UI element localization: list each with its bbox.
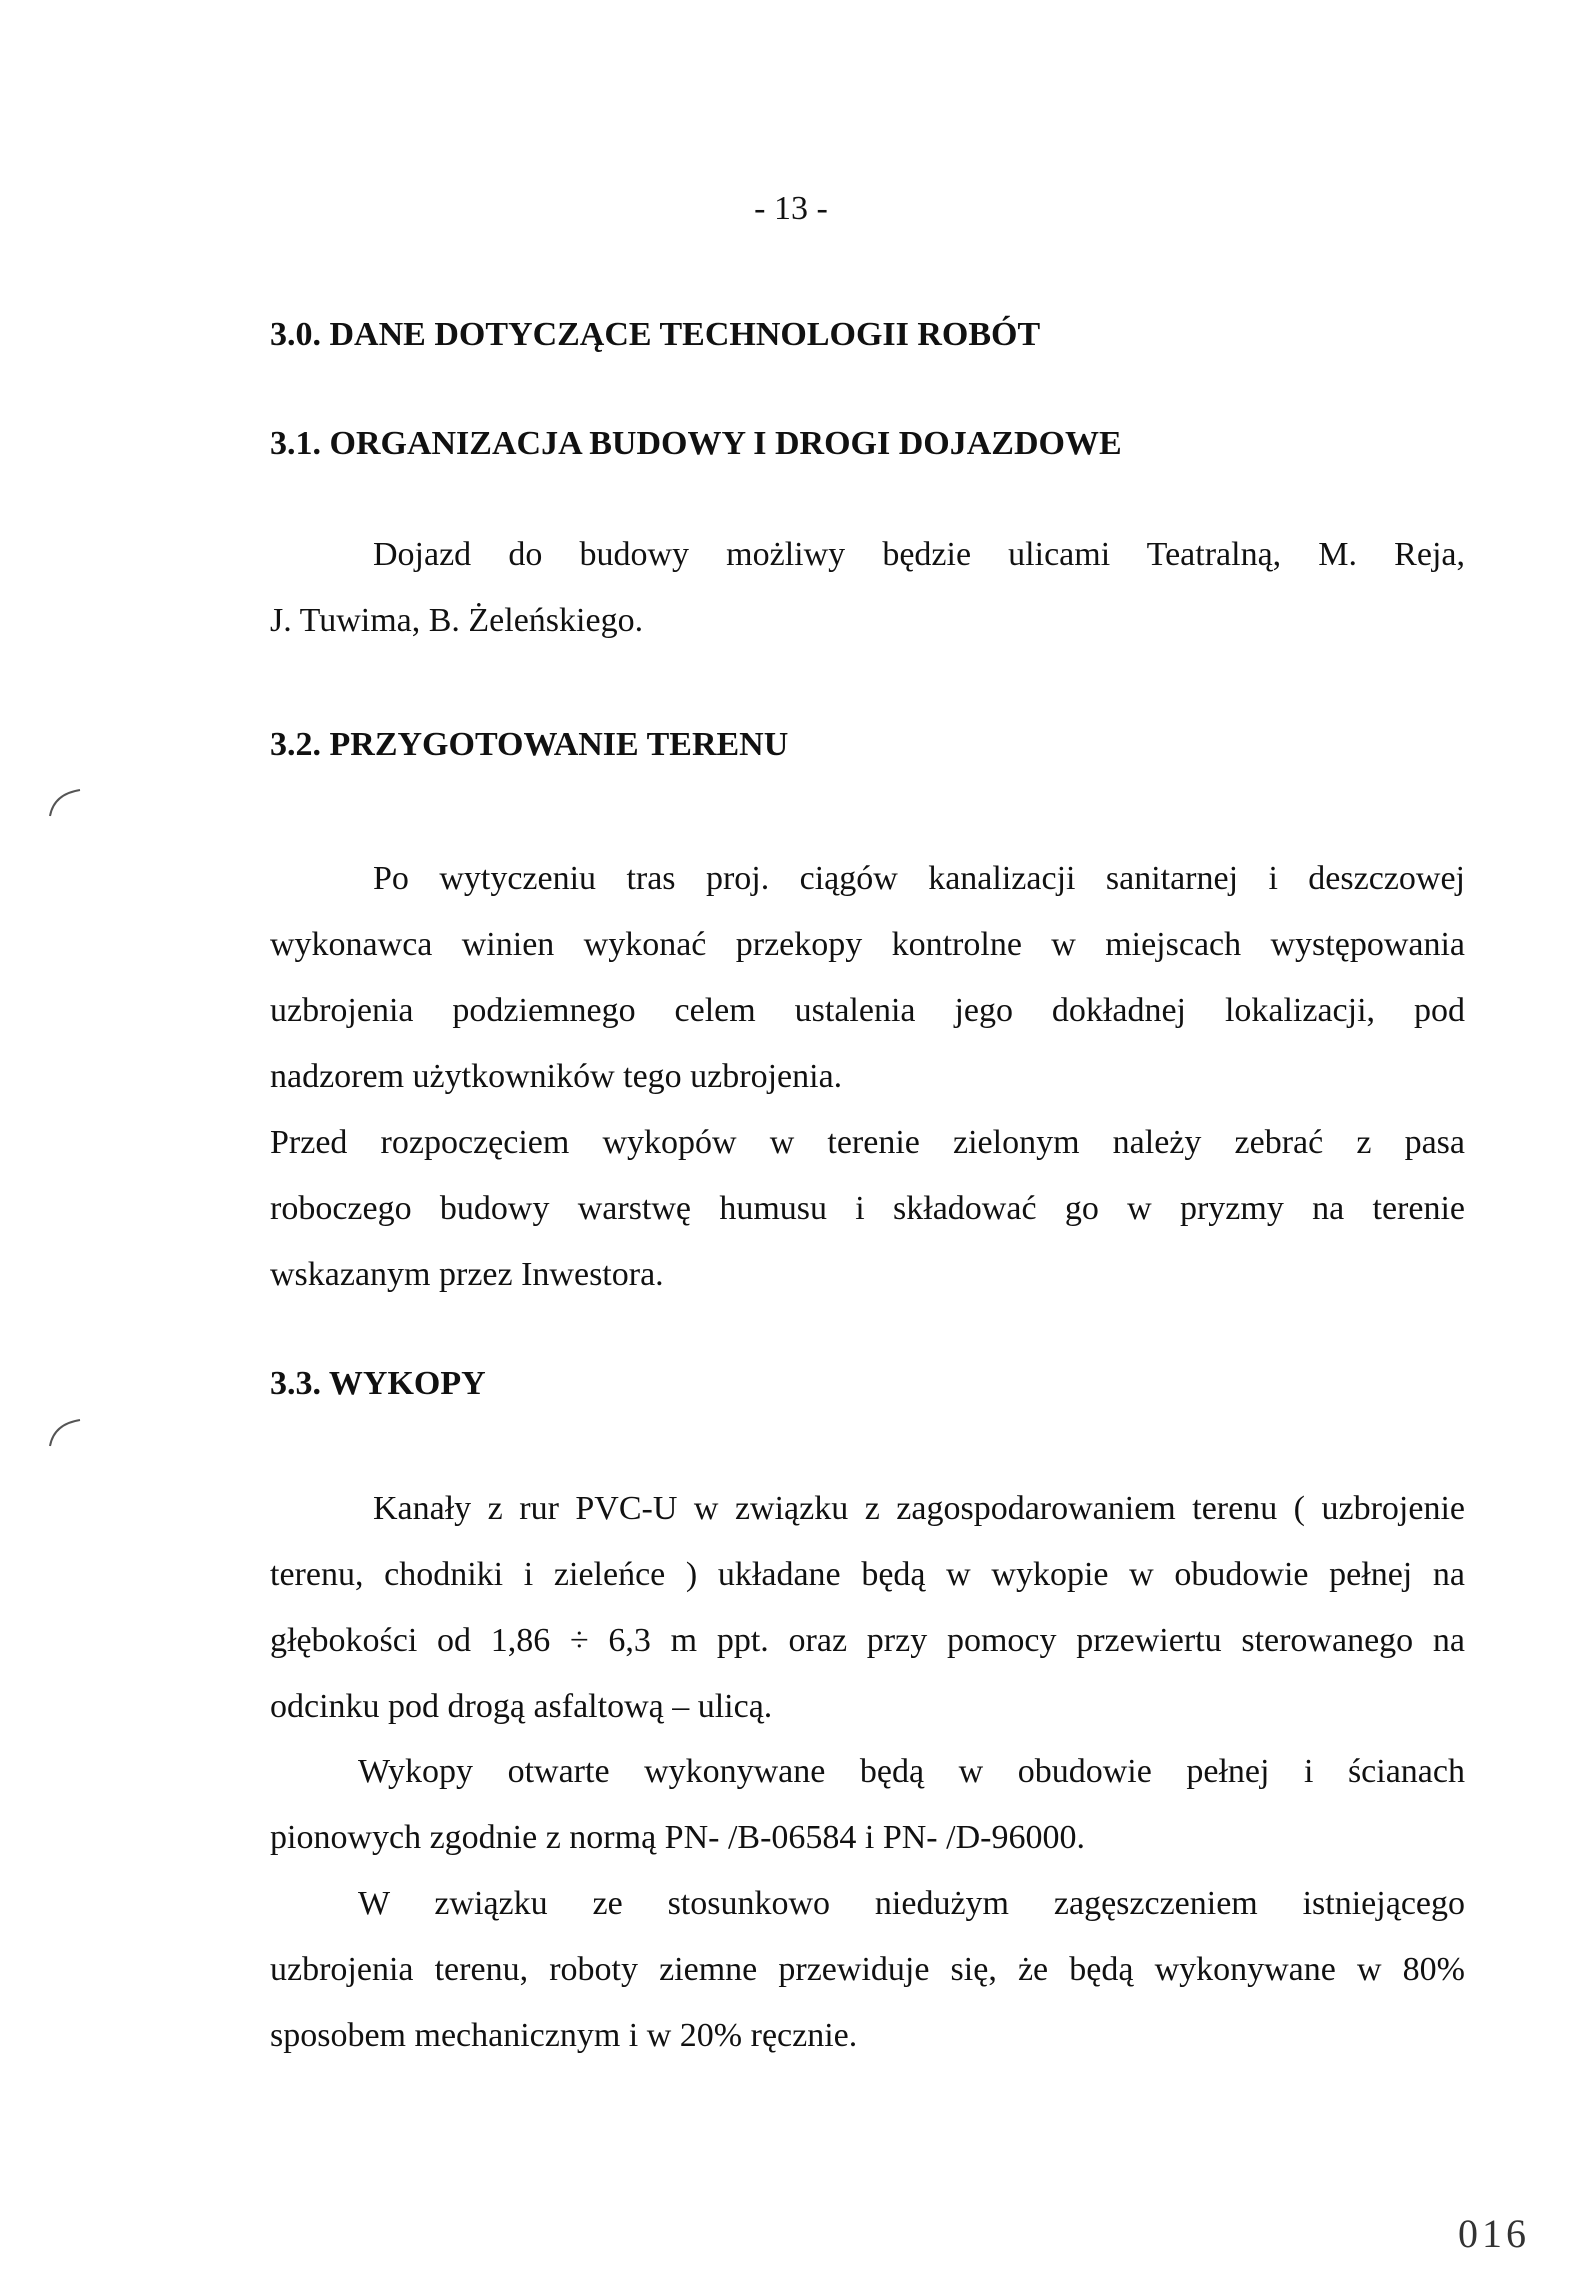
text-line: roboczego budowy warstwę humusu i składować go w pryzmy na terenie [270,1190,1465,1227]
text-line: głębokości od 1,86 ÷ 6,3 m ppt. oraz przy pomocy przewiertu sterowanego na [270,1622,1465,1659]
paragraph-dojazd [270,522,1465,654]
text-line: wykonawca winien wykonać przekopy kontrolne w miejscach występowania [270,926,1465,963]
page-number: - 13 - [754,190,828,227]
text-line: Przed rozpoczęciem wykopów w terenie zielonym należy zebrać z pasa [270,1124,1465,1161]
section-heading-3-1: 3.1. ORGANIZACJA BUDOWY I DROGI DOJAZDOWE [270,425,1122,462]
archive-stamp-number: 016 [1458,2211,1530,2256]
text-line: Wykopy otwarte wykonywane będą w obudowie pełnej i ścianach [358,1753,1465,1790]
scan-mark-icon [44,1410,84,1450]
text-line: nadzorem użytkowników tego uzbrojenia. [270,1058,843,1095]
text-line: J. Tuwima, B. Żeleńskiego. [270,602,644,639]
paragraph-kanaly [270,1476,1465,1740]
text-line: odcinku pod drogą asfaltową – ulicą. [270,1688,773,1725]
scan-mark-icon [44,780,84,820]
text-line: uzbrojenia terenu, roboty ziemne przewiduje się, że będą wykonywane w 80% [270,1951,1465,1988]
section-heading-3-2: 3.2. PRZYGOTOWANIE TERENU [270,726,789,763]
paragraph-wykopy-otwarte [270,1739,1465,1871]
text-line: Dojazd do budowy możliwy będzie ulicami Teatralną, M. Reja, [373,536,1465,573]
section-heading-3-3: 3.3. WYKOPY [270,1365,486,1402]
text-line: Po wytyczeniu tras proj. ciągów kanalizacji sanitarnej i deszczowej [373,860,1465,897]
paragraph-humus [270,1110,1465,1308]
text-line: pionowych zgodnie z normą PN- /B-06584 i PN- /D-96000. [270,1819,1085,1856]
text-line: wskazanym przez Inwestora. [270,1256,664,1293]
text-line: terenu, chodniki i zieleńce ) układane będą w wykopie w obudowie pełnej na [270,1556,1465,1593]
text-line: uzbrojenia podziemnego celem ustalenia jego dokładnej lokalizacji, pod [270,992,1465,1029]
text-line: W związku ze stosunkowo niedużym zagęszczeniem istniejącego [358,1885,1465,1922]
text-line: sposobem mechanicznym i w 20% ręcznie. [270,2017,858,2054]
text-line: Kanały z rur PVC-U w związku z zagospodarowaniem terenu ( uzbrojenie [373,1490,1465,1527]
paragraph-roboty-ziemne [270,1871,1465,2069]
section-heading-3-0: 3.0. DANE DOTYCZĄCE TECHNOLOGII ROBÓT [270,316,1041,353]
paragraph-wytyczenie [270,846,1465,1110]
